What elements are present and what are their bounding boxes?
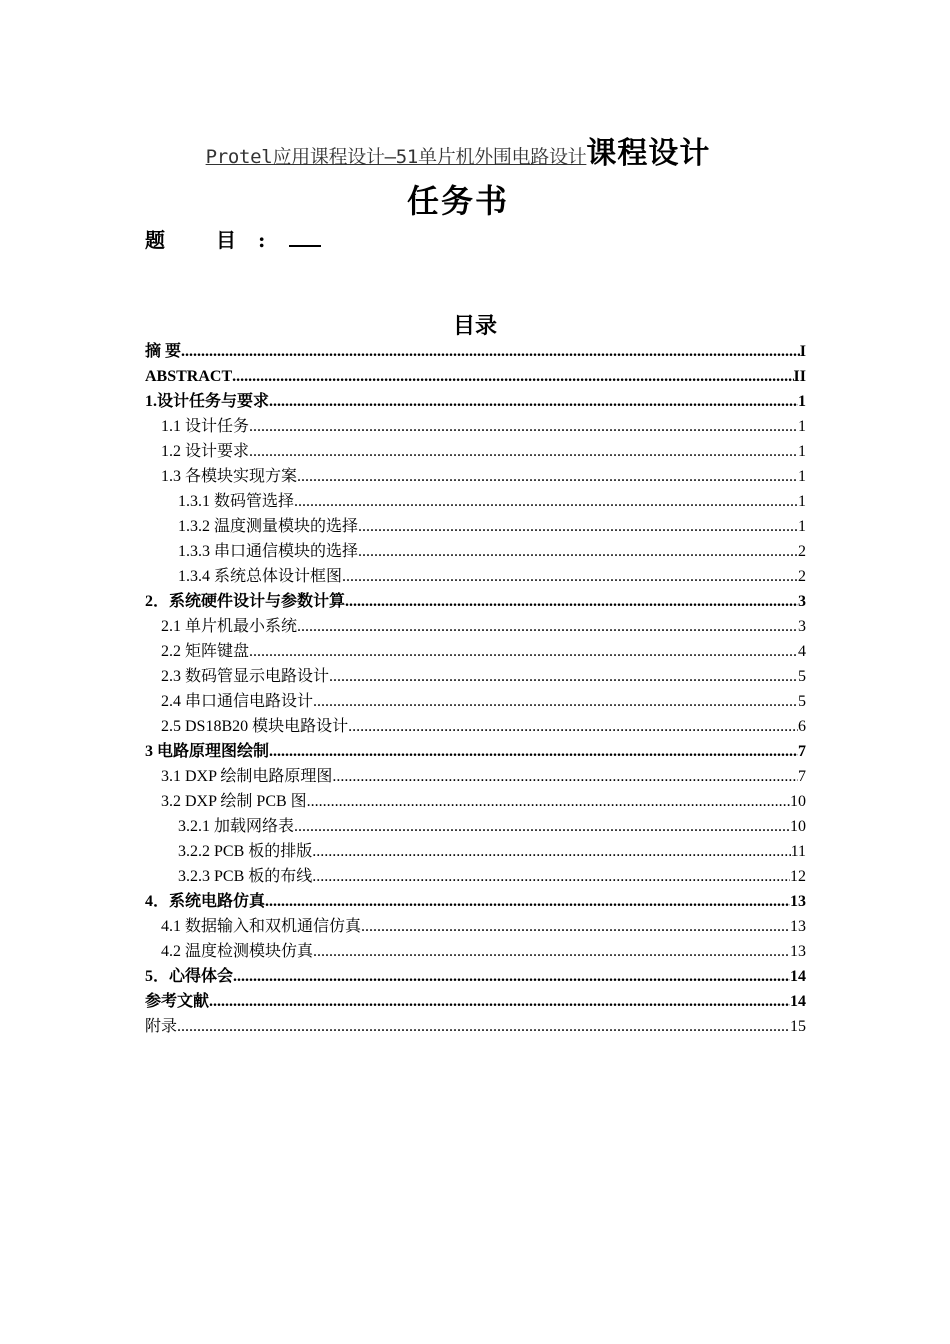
toc-entry[interactable] — [145, 962, 806, 987]
toc-leader-dots — [297, 467, 798, 487]
toc-entry-page: 13 — [790, 893, 806, 910]
toc-entry-title: 5．心得体会 — [145, 968, 234, 985]
title-suffix: 课程设计 — [586, 136, 711, 171]
toc-entry-page: 3 — [798, 618, 806, 635]
toc-entry-page: 7 — [798, 768, 806, 785]
toc-entry-page: 3 — [798, 593, 806, 610]
toc-entry[interactable] — [145, 1012, 806, 1037]
toc-leader-dots — [294, 817, 790, 837]
subject-line — [145, 224, 321, 253]
toc-entry-title: 3.2.2 PCB 板的排版 — [178, 843, 313, 860]
toc-leader-dots — [358, 517, 798, 537]
toc-entry-page: 1 — [798, 418, 806, 435]
toc-entry[interactable] — [145, 812, 806, 837]
toc-entry[interactable] — [145, 537, 806, 562]
toc-entry-page: 2 — [798, 543, 806, 560]
toc-entry-page: 5 — [798, 668, 806, 685]
toc-entry-page: 14 — [790, 993, 806, 1010]
toc-entry[interactable] — [145, 837, 806, 862]
toc-entry[interactable] — [145, 862, 806, 887]
toc-entry[interactable] — [145, 787, 806, 812]
subject-label: 题 目: — [145, 228, 288, 252]
table-of-contents — [145, 337, 806, 1037]
toc-entry[interactable] — [145, 637, 806, 662]
toc-entry-page: 6 — [798, 718, 806, 735]
toc-entry-page: 15 — [790, 1018, 806, 1035]
subject-blank — [289, 227, 321, 247]
toc-entry-page: 1 — [798, 393, 806, 410]
toc-entry[interactable] — [145, 562, 806, 587]
toc-entry[interactable] — [145, 437, 806, 462]
toc-leader-dots — [269, 742, 798, 762]
toc-leader-dots — [249, 417, 798, 437]
toc-leader-dots — [181, 342, 800, 362]
toc-leader-dots — [361, 917, 790, 937]
toc-entry[interactable] — [145, 587, 806, 612]
toc-entry-title: 2.3 数码管显示电路设计 — [161, 668, 330, 685]
toc-leader-dots — [249, 442, 798, 462]
toc-entry-title: 3 电路原理图绘制 — [145, 743, 270, 760]
toc-entry-title: 3.1 DXP 绘制电路原理图 — [161, 768, 333, 785]
toc-leader-dots — [342, 567, 798, 587]
toc-leader-dots — [348, 717, 798, 737]
toc-entry-page: 1 — [798, 443, 806, 460]
toc-entry-page: 10 — [790, 818, 806, 835]
toc-entry[interactable] — [145, 687, 806, 712]
toc-entry-title: 参考文献 — [145, 993, 210, 1010]
toc-leader-dots — [307, 792, 790, 812]
toc-leader-dots — [313, 942, 790, 962]
toc-entry[interactable] — [145, 887, 806, 912]
toc-entry[interactable] — [145, 462, 806, 487]
toc-entry-title: 1.1 设计任务 — [161, 418, 250, 435]
toc-leader-dots — [209, 992, 790, 1012]
toc-leader-dots — [329, 667, 798, 687]
toc-entry-page: 2 — [798, 568, 806, 585]
toc-entry[interactable] — [145, 512, 806, 537]
title-link[interactable]: Protel应用课程设计—51单片机外围电路设计 — [205, 146, 587, 168]
toc-entry[interactable] — [145, 987, 806, 1012]
toc-entry[interactable] — [145, 362, 806, 387]
toc-entry-title: 1.3.3 串口通信模块的选择 — [178, 543, 359, 560]
toc-entry-title: 1.3.2 温度测量模块的选择 — [178, 518, 359, 535]
toc-leader-dots — [294, 492, 798, 512]
toc-entry-title: 2.5 DS18B20 模块电路设计 — [161, 718, 349, 735]
toc-leader-dots — [297, 617, 798, 637]
toc-entry[interactable] — [145, 762, 806, 787]
toc-entry-page: 12 — [790, 868, 806, 885]
toc-entry-page: 10 — [790, 793, 806, 810]
toc-entry[interactable] — [145, 612, 806, 637]
toc-entry-title: 1.3.4 系统总体设计框图 — [178, 568, 343, 585]
toc-entry[interactable] — [145, 412, 806, 437]
toc-leader-dots — [232, 367, 793, 387]
toc-entry-title: 1.3 各模块实现方案 — [161, 468, 298, 485]
toc-entry-page: 11 — [790, 843, 806, 860]
toc-entry-title: 3.2 DXP 绘制 PCB 图 — [161, 793, 307, 810]
toc-entry-page: 7 — [798, 743, 806, 760]
toc-entry-title: 3.2.3 PCB 板的布线 — [178, 868, 313, 885]
toc-entry-title: 1.设计任务与要求 — [145, 393, 270, 410]
toc-entry-title: ABSTRACT — [145, 368, 233, 385]
toc-entry[interactable] — [145, 737, 806, 762]
toc-leader-dots — [345, 592, 798, 612]
toc-entry-title: 摘 要 — [145, 343, 182, 360]
toc-leader-dots — [313, 692, 798, 712]
toc-entry[interactable] — [145, 487, 806, 512]
toc-entry-page: 4 — [798, 643, 806, 660]
toc-entry-page: 1 — [798, 493, 806, 510]
toc-leader-dots — [269, 392, 798, 412]
toc-entry-page: 5 — [798, 693, 806, 710]
toc-leader-dots — [358, 542, 798, 562]
toc-leader-dots — [233, 967, 790, 987]
toc-leader-dots — [332, 767, 798, 787]
toc-entry-page: II — [793, 368, 806, 385]
toc-entry-page: I — [799, 343, 806, 360]
document-subtitle: 任务书 — [406, 182, 509, 220]
toc-heading: 目录 — [452, 314, 497, 339]
toc-entry-page: 1 — [798, 468, 806, 485]
toc-leader-dots — [249, 642, 798, 662]
toc-entry-title: 2．系统硬件设计与参数计算 — [145, 593, 346, 610]
toc-entry-page: 13 — [790, 943, 806, 960]
toc-leader-dots — [265, 892, 790, 912]
toc-entry-title: 4．系统电路仿真 — [145, 893, 266, 910]
document-title — [0, 128, 916, 172]
toc-entry-title: 3.2.1 加载网络表 — [178, 818, 295, 835]
toc-entry[interactable] — [145, 387, 806, 412]
toc-entry-page: 1 — [798, 518, 806, 535]
toc-entry-title: 1.2 设计要求 — [161, 443, 250, 460]
toc-entry-title: 附录 — [145, 1018, 178, 1035]
toc-entry[interactable] — [145, 337, 806, 362]
toc-entry-title: 2.2 矩阵键盘 — [161, 643, 250, 660]
toc-entry[interactable] — [145, 712, 806, 737]
toc-entry-page: 13 — [790, 918, 806, 935]
toc-leader-dots — [312, 842, 790, 862]
toc-leader-dots — [312, 867, 790, 887]
toc-entry-title: 4.2 温度检测模块仿真 — [161, 943, 314, 960]
toc-entry-title: 1.3.1 数码管选择 — [178, 493, 295, 510]
toc-entry-title: 4.1 数据输入和双机通信仿真 — [161, 918, 362, 935]
toc-entry-title: 2.4 串口通信电路设计 — [161, 693, 314, 710]
toc-leader-dots — [177, 1017, 790, 1037]
toc-entry[interactable] — [145, 662, 806, 687]
toc-entry[interactable] — [145, 912, 806, 937]
toc-entry-page: 14 — [790, 968, 806, 985]
toc-entry-title: 2.1 单片机最小系统 — [161, 618, 298, 635]
toc-entry[interactable] — [145, 937, 806, 962]
